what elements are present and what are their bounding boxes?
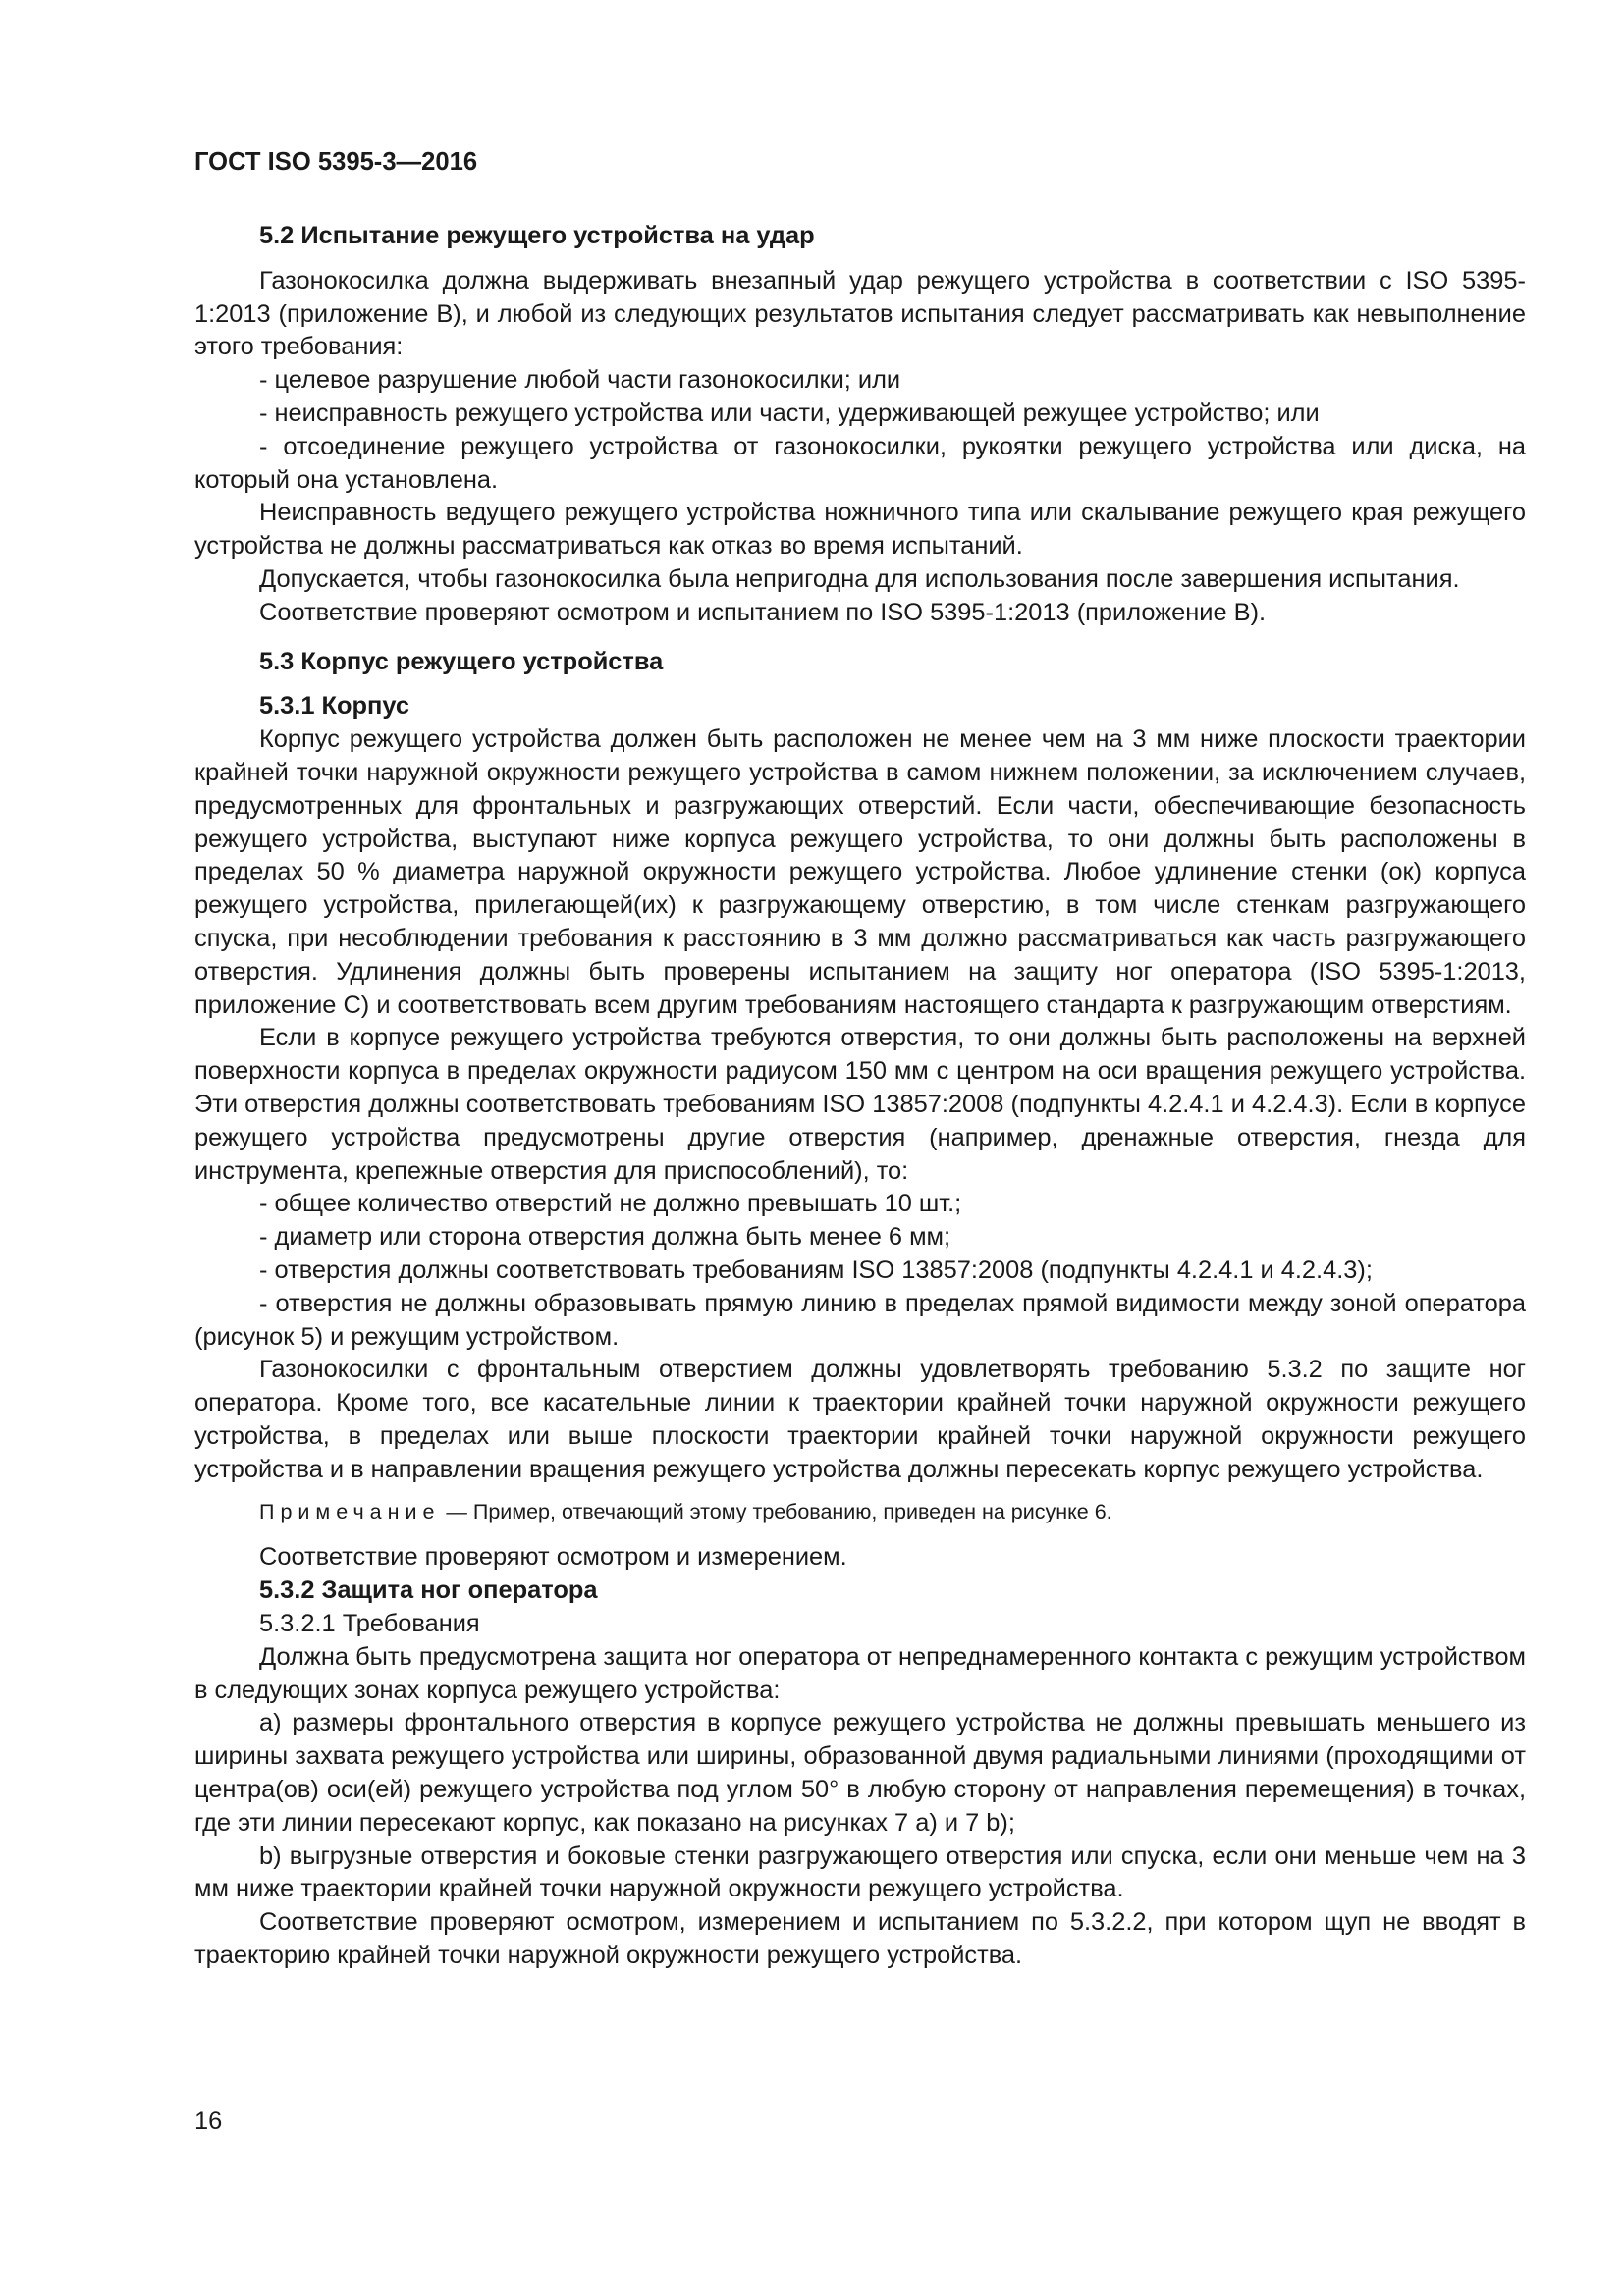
- page-number: 16: [194, 2108, 223, 2135]
- list-item-b: b) выгрузные отверстия и боковые стенки разгружающего отверстия или спуска, если они меньше чем на 3 мм ниже траектории крайней точки наружной окружности режущего устройства.: [194, 1842, 1526, 1903]
- note: [194, 1496, 1526, 1527]
- list-item: - целевое разрушение любой части газонокосилки; или: [259, 366, 901, 395]
- list-item: - отсоединение режущего устройства от газонокосилки, рукоятки режущего устройства или диска, на который она установлена.: [194, 432, 1526, 494]
- subsection-heading-5-3-2: 5.3.2 Защита ног оператора: [259, 1576, 598, 1605]
- document-page: [194, 145, 1526, 1973]
- list-item: - диаметр или сторона отверстия должна быть менее 6 мм;: [259, 1223, 951, 1252]
- paragraph: Если в корпусе режущего устройства требуются отверстия, то они должны быть расположены на верхней поверхности корпуса в пределах окружности радиусом 150 мм с центром на оси вращения режущего устройства. Эти отверстия должны соответствовать требованиям ISO 13857:2008 (подпункты 4.2.4.1 и 4.2.4.3). Если в корпусе режущего устройства предусмотрены другие отверстия (например, дренажные отверстия, гнезда для инструмента, крепежные отверстия для приспособлений), то:: [194, 1024, 1526, 1185]
- list-item: - отверстия не должны образовывать прямую линию в пределах прямой видимости между зоной оператора (рисунок 5) и режущим устройством.: [194, 1289, 1526, 1351]
- paragraph: Соответствие проверяют осмотром, измерением и испытанием по 5.3.2.2, при котором щуп не вводят в траекторию крайней точки наружной окружности режущего устройства.: [194, 1908, 1526, 1970]
- section-heading-5-3: 5.3 Корпус режущего устройства: [259, 647, 664, 675]
- list-item-a: а) размеры фронтального отверстия в корпусе режущего устройства не должны превышать меньшего из ширины захвата режущего устройства или ширины, образованной двумя радиальными линиями (проходящими от центра(ов) оси(ей) режущего устройства под углом 50° в любую сторону от направления перемещения) в точках, где эти линии пересекают корпус, как показано на рисунках 7 а) и 7 b);: [194, 1709, 1526, 1837]
- note-label: Примечание: [259, 1500, 441, 1524]
- list-item: - неисправность режущего устройства или части, удерживающей режущее устройство; или: [259, 399, 1320, 427]
- paragraph: Должна быть предусмотрена защита ног оператора от непреднамеренного контакта с режущим устройством в следующих зонах корпуса режущего устройства:: [194, 1642, 1526, 1704]
- paragraph: Газонокосилка должна выдерживать внезапный удар режущего устройства в соответствии с ISO 5395-1:2013 (приложение B), и любой из следующих результатов испытания следует рассматривать как невыполнение этого требования:: [194, 266, 1526, 361]
- section-heading-5-2: 5.2 Испытание режущего устройства на удар: [259, 222, 815, 249]
- paragraph: Неисправность ведущего режущего устройства ножничного типа или скалывание режущего края режущего устройства не должны рассматриваться как отказ во время испытаний.: [194, 499, 1526, 561]
- paragraph: Корпус режущего устройства должен быть расположен не менее чем на 3 мм ниже плоскости траектории крайней точки наружной окружности режущего устройства в самом нижнем положении, за исключением случаев, предусмотренных для фронтальных и разгружающих отверстий. Если части, обеспечивающие безопасность режущего устройства, выступают ниже корпуса режущего устройства, то они должны быть расположены в пределах 50 % диаметра наружной окружности режущего устройства. Любое удлинение стенки (ок) корпуса режущего устройства, прилегающей(их) к разгружающему отверстию, в том числе стенкам разгружающего спуска, при несоблюдении требования к расстоянию в 3 мм должно рассматриваться как часть разгружающего отверстия. Удлинения должны быть проверены испытанием на защиту ног оператора (ISO 5395-1:2013, приложение C) и соответствовать всем другим требованиям настоящего стандарта к разгружающим отверстиям.: [194, 725, 1526, 1019]
- paragraph: Соответствие проверяют осмотром и испытанием по ISO 5395-1:2013 (приложение B).: [259, 598, 1267, 626]
- paragraph: Газонокосилки с фронтальным отверстием должны удовлетворять требованию 5.3.2 по защите ног оператора. Кроме того, все касательные линии к траектории крайней точки наружной окружности режущего устройства, в пределах или выше плоскости траектории крайней точки наружной окружности режущего устройства и в направлении вращения режущего устройства должны пересекать корпус режущего устройства.: [194, 1356, 1526, 1483]
- list-item: - общее количество отверстий не должно превышать 10 шт.;: [259, 1190, 962, 1218]
- paragraph: Допускается, чтобы газонокосилка была непригодна для использования после завершения испытания.: [259, 564, 1460, 593]
- note-text: — Пример, отвечающий этому требованию, приведен на рисунке 6.: [440, 1500, 1112, 1524]
- subsubsection-heading-5-3-2-1: 5.3.2.1 Требования: [259, 1610, 480, 1638]
- list-item: - отверстия должны соответствовать требованиям ISO 13857:2008 (подпункты 4.2.4.1 и 4.2.4.3);: [259, 1255, 1373, 1284]
- subsection-heading-5-3-1: 5.3.1 Корпус: [259, 692, 409, 721]
- document-id: ГОСТ ISO 5395-3—2016: [194, 148, 478, 176]
- paragraph: Соответствие проверяют осмотром и измерением.: [259, 1543, 847, 1572]
